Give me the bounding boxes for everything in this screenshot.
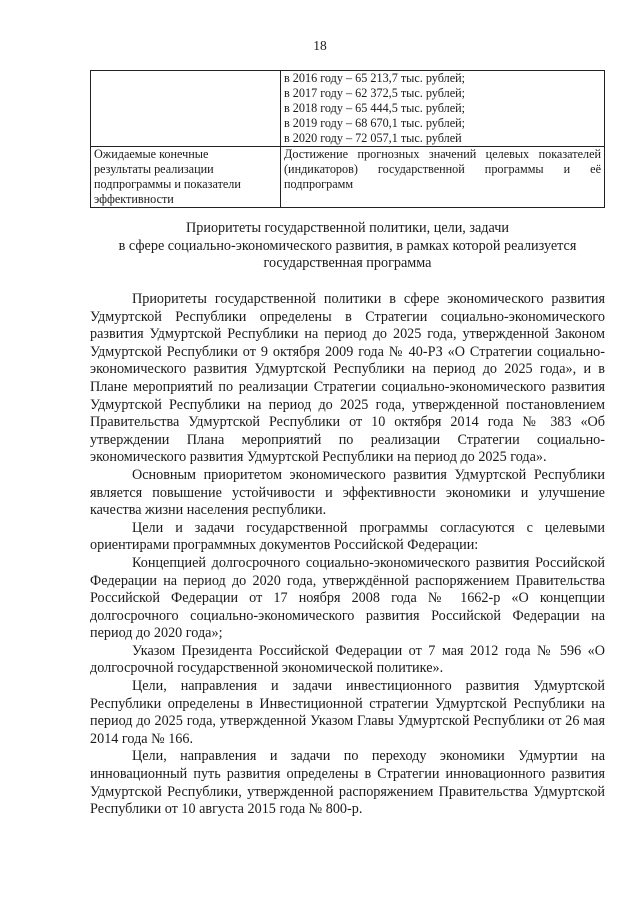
page-number: 18: [313, 38, 327, 53]
paragraph-concept-2020: Концепцией долгосрочного социально-экономического развития Российской Федерации на период до 2020 года, утверждённой распоряжением Правительства Российской Федерации от 17 ноября 2008 года № 1662-р «О концепции долгосрочного социально-экономического развития Российской Федерации на период до 2020 года»;: [90, 554, 605, 642]
expected-results-label-line: результаты реализации: [94, 162, 214, 176]
table-cell-expected-results-value: [281, 147, 605, 208]
paragraph-decree-596: Указом Президента Российской Федерации от 7 мая 2012 года № 596 «О долгосрочной государственной экономической политике».: [90, 642, 605, 677]
passport-table: [90, 70, 605, 208]
expected-results-label-line: эффективности: [94, 192, 174, 206]
paragraph-goals-alignment: Цели и задачи государственной программы согласуются с целевыми ориентирами программных документов Российской Федерации:: [90, 519, 605, 554]
table-cell-financing-years: [281, 71, 605, 147]
expected-results-label-line: подпрограммы и показатели: [94, 177, 241, 191]
section-heading-line: Приоритеты государственной политики, цели, задачи: [186, 220, 509, 236]
financing-line-2018: в 2018 году – 65 444,5 тыс. рублей;: [284, 101, 466, 115]
body-text: [90, 291, 605, 819]
expected-results-value-line: Достижение прогнозных значений целевых показателей: [284, 147, 601, 161]
financing-line-2019: в 2019 году – 68 670,1 тыс. рублей;: [284, 116, 466, 130]
expected-results-label-line: Ожидаемые конечные: [94, 147, 209, 161]
expected-results-value-line: подпрограмм: [284, 177, 354, 191]
financing-line-2017: в 2017 году – 62 372,5 тыс. рублей;: [284, 86, 466, 100]
expected-results-value-line: (индикаторов) государственной программы и её: [284, 162, 601, 176]
table-row-financing: [91, 71, 605, 147]
financing-line-2016: в 2016 году – 65 213,7 тыс. рублей;: [284, 71, 466, 85]
paragraph-investment-strategy: Цели, направления и задачи инвестиционного развития Удмуртской Республики определены в Инвестиционной стратегии Удмуртской Республики на период до 2025 года, утвержденной Указом Главы Удмуртской Республики от 26 мая 2014 года № 166.: [90, 678, 605, 747]
table-cell-expected-results-label: [91, 147, 281, 208]
section-heading: [90, 220, 605, 273]
section-heading-line: в сфере социально-экономического развития, в рамках которой реализуется: [118, 237, 577, 254]
paragraph-priorities: Приоритеты государственной политики в сфере экономического развития Удмуртской Республики определены в Стратегии социально-экономического развития Удмуртской Республики на период до 2025 года, утвержденной Законом Удмуртской Республики от 9 октября 2009 года № 40-РЗ «О Стратегии социально-экономического развития Удмуртской Республики на период до 2025 года», и в Плане мероприятий по реализации Стратегии социально-экономического развития Удмуртской Республики на период до 2025 года, утвержденной постановлением Правительства Удмуртской Республики от 10 октября 2014 года № 383 «Об утверждении Плана мероприятий по реализации Стратегии социально-экономического развития Удмуртской Республики на период до 2025 года».: [90, 291, 605, 466]
paragraph-main-priority: Основным приоритетом экономического развития Удмуртской Республики является повышение устойчивости и эффективности экономики и улучшение качества жизни населения республики.: [90, 466, 605, 519]
table-row-expected-results: [91, 147, 605, 208]
section-heading-line: государственная программа: [263, 255, 432, 271]
table-cell-label-empty: [91, 71, 281, 147]
paragraph-innovation-strategy: Цели, направления и задачи по переходу экономики Удмуртии на инновационный путь развития определены в Стратегии инновационного развития Удмуртской Республики, утвержденной распоряжением Правительства Удмуртской Республики от 10 августа 2015 года № 800-р.: [90, 748, 605, 818]
financing-line-2020: в 2020 году – 72 057,1 тыс. рублей: [284, 131, 462, 145]
